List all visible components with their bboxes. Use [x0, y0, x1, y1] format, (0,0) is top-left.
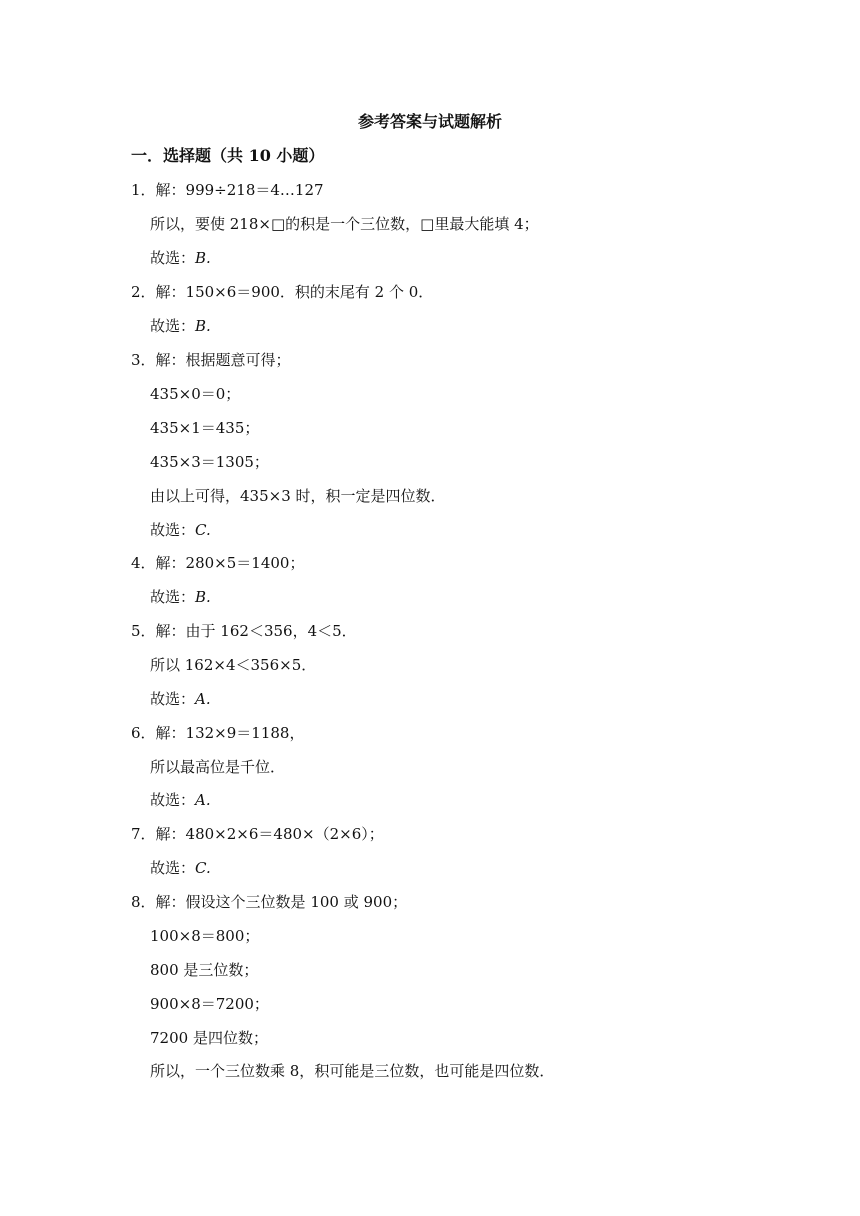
q5-line-1: 5．解：由于 162＜356，4＜5．	[131, 622, 357, 640]
q3-line-5: 由以上可得，435×3 时，积一定是四位数．	[150, 487, 446, 505]
q2-answer	[150, 316, 211, 336]
page-title: 参考答案与试题解析	[357, 112, 502, 131]
answer-prefix: 故选：	[150, 588, 196, 606]
q4-answer	[150, 587, 211, 607]
answer-choice: A.	[195, 791, 211, 809]
q7-line-1: 7．解：480×2×6＝480×（2×6）；	[131, 825, 384, 843]
q8-line-4: 900×8＝7200；	[150, 995, 269, 1013]
q3-line-2: 435×0＝0；	[150, 385, 241, 403]
q8-line-2: 100×8＝800；	[150, 927, 260, 945]
section-heading: 一．选择题（共 10 小题）	[131, 146, 325, 165]
answer-prefix: 故选：	[150, 317, 196, 335]
q3-line-3: 435×1＝435；	[150, 419, 260, 437]
q3-answer	[150, 520, 211, 540]
answer-prefix: 故选：	[150, 521, 196, 539]
answer-choice: B.	[195, 588, 211, 606]
q1-line-2: 所以，要使 218×□的积是一个三位数，□里最大能填 4；	[150, 215, 539, 233]
q6-line-1: 6．解：132×9＝1188，	[131, 724, 305, 742]
answer-prefix: 故选：	[150, 249, 196, 267]
q5-answer	[150, 689, 211, 709]
q5-line-2: 所以 162×4＜356×5．	[150, 656, 317, 674]
q4-line-1: 4．解：280×5＝1400；	[131, 554, 305, 572]
answer-choice: A.	[195, 690, 211, 708]
q3-line-4: 435×3＝1305；	[150, 453, 269, 471]
q1-answer	[150, 248, 211, 268]
q8-line-3: 800 是三位数；	[150, 961, 259, 979]
answer-prefix: 故选：	[150, 690, 196, 708]
q8-line-1: 8．解：假设这个三位数是 100 或 900；	[131, 893, 408, 911]
q6-line-2: 所以最高位是千位．	[150, 758, 286, 776]
answer-choice: C.	[195, 859, 211, 877]
answer-choice: B.	[195, 317, 211, 335]
q2-line-1: 2．解：150×6＝900．积的末尾有 2 个 0．	[131, 283, 434, 301]
q3-line-1: 3．解：根据题意可得；	[131, 351, 291, 369]
q8-line-5: 7200 是四位数；	[150, 1029, 268, 1047]
q7-answer	[150, 858, 211, 878]
q8-line-6: 所以，一个三位数乘 8，积可能是三位数，也可能是四位数．	[150, 1062, 555, 1080]
answer-prefix: 故选：	[150, 791, 196, 809]
answer-choice: B.	[195, 249, 211, 267]
q6-answer	[150, 790, 211, 810]
answer-choice: C.	[195, 521, 211, 539]
answer-prefix: 故选：	[150, 859, 196, 877]
q1-line-1: 1．解：999÷218＝4…127	[131, 181, 324, 199]
